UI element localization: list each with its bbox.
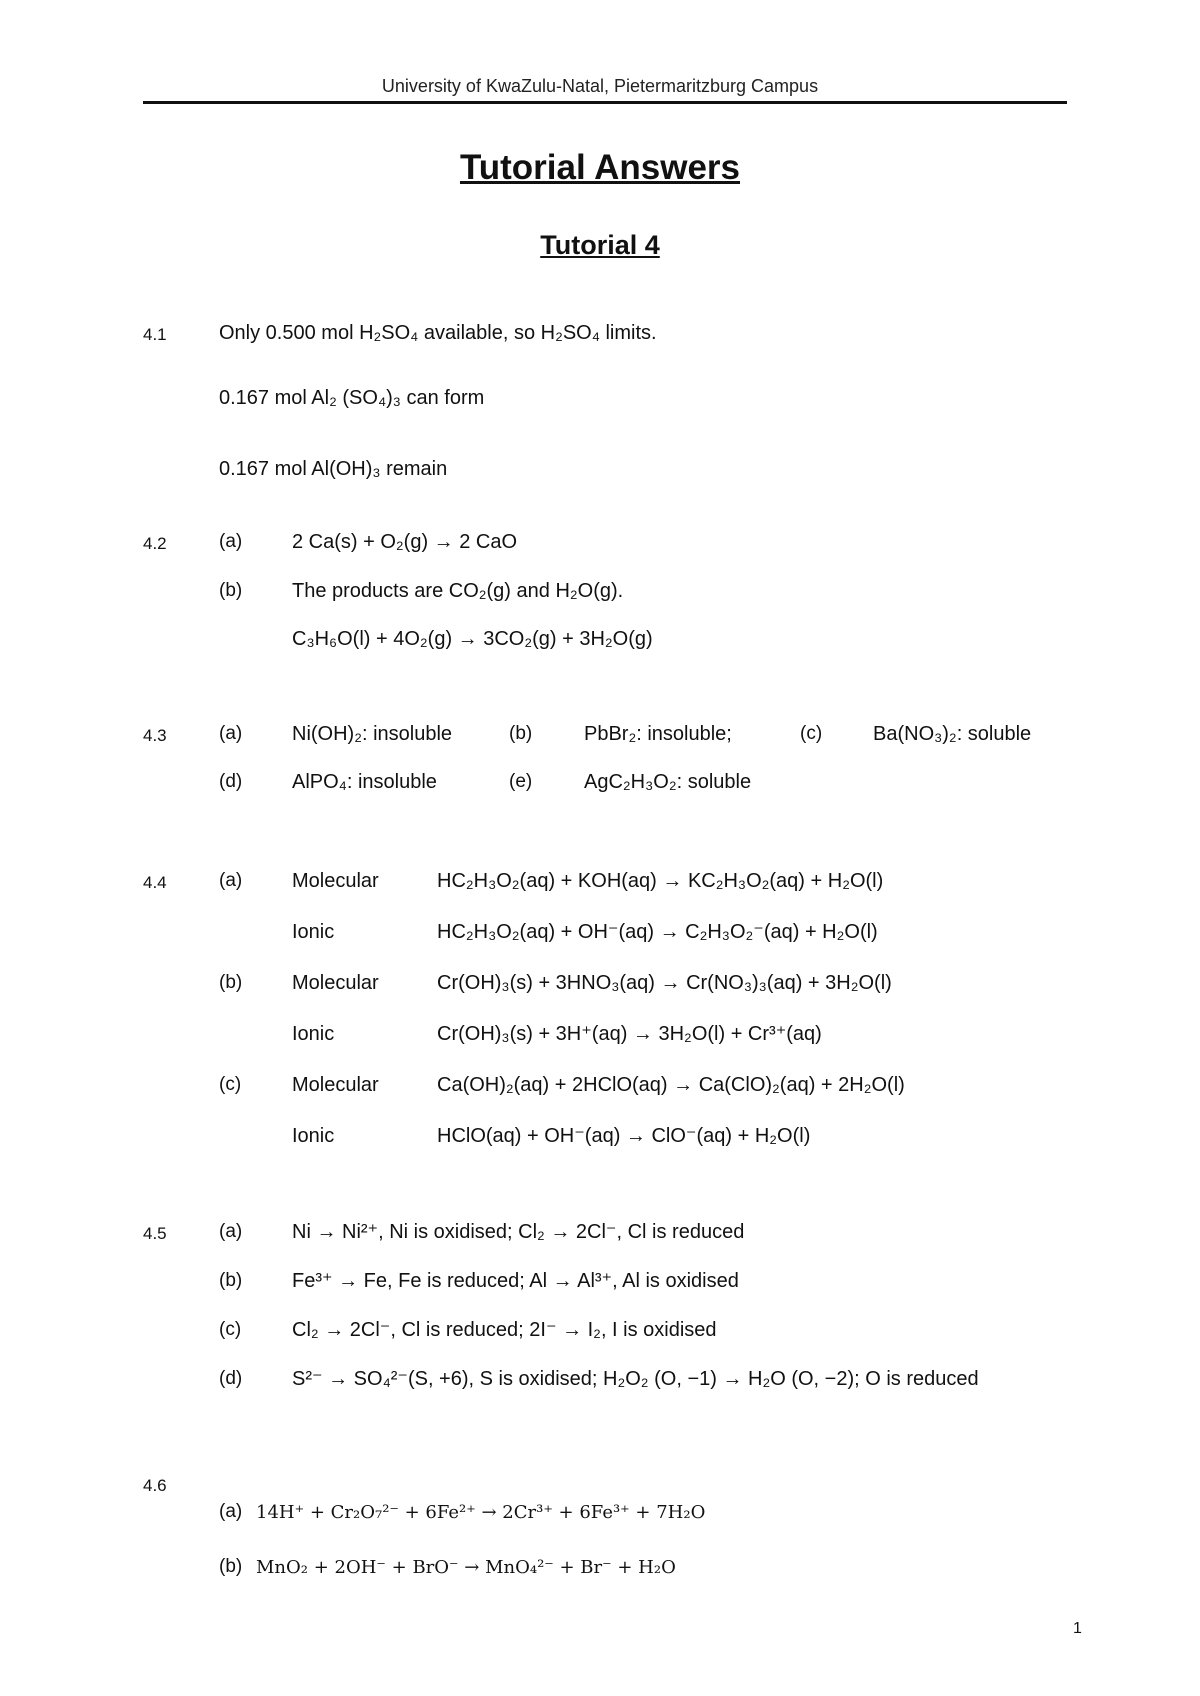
equation-type: Ionic xyxy=(292,921,335,943)
page-title: Tutorial Answers xyxy=(459,148,741,187)
equation: Cr(OH)₃(s) + 3H⁺(aq) → 3H₂O(l) + Cr³⁺(aq) xyxy=(437,1023,822,1045)
answer-item: AgC₂H₃O₂: soluble xyxy=(584,771,752,793)
page-subtitle: Tutorial 4 xyxy=(540,230,660,260)
equation: Cr(OH)₃(s) + 3HNO₃(aq) → Cr(NO₃)₃(aq) + 3H₂O(l) xyxy=(437,972,892,994)
answer-item: PbBr₂: insoluble; xyxy=(584,723,732,745)
question-number: 4.3 xyxy=(143,726,167,745)
part-label: (e) xyxy=(509,771,533,792)
equation: C₃H₆O(l) + 4O₂(g) → 3CO₂(g) + 3H₂O(g) xyxy=(292,628,653,650)
answer-line: 2 Ca(s) + O₂(g) → 2 CaO xyxy=(292,531,518,553)
part-label: (c) xyxy=(800,723,823,744)
answer-line: 0.167 mol Al(OH)₃ remain xyxy=(219,458,448,480)
answer-line: 0.167 mol Al₂ (SO₄)₃ can form xyxy=(219,387,485,409)
part-label: (b) xyxy=(219,580,243,601)
question-number: 4.4 xyxy=(143,873,167,892)
answer-line: Cl₂ → 2Cl⁻, Cl is reduced; 2I⁻ → I₂, I is oxidised xyxy=(292,1319,717,1341)
answer-line: Only 0.500 mol H₂SO₄ available, so H₂SO₄ limits. xyxy=(219,322,657,344)
equation-type: Molecular xyxy=(292,1074,379,1096)
equation-type: Ionic xyxy=(292,1023,335,1045)
question-number: 4.5 xyxy=(143,1224,167,1243)
answer-line: Ni → Ni²⁺, Ni is oxidised; Cl₂ → 2Cl⁻, Cl is reduced xyxy=(292,1221,745,1243)
answer-item: Ba(NO₃)₂: soluble xyxy=(873,723,1032,745)
part-label: (a) xyxy=(219,531,243,552)
equation: HClO(aq) + OH⁻(aq) → ClO⁻(aq) + H₂O(l) xyxy=(437,1125,811,1147)
question-number: 4.6 xyxy=(143,1476,167,1495)
part-label: (a) xyxy=(219,1221,243,1242)
part-label: (d) xyxy=(219,771,243,792)
page-number: 1 xyxy=(1073,1620,1082,1637)
header-rule xyxy=(143,101,1067,104)
part-label: (b) xyxy=(219,972,243,993)
equation-type: Molecular xyxy=(292,870,379,892)
equation-type: Ionic xyxy=(292,1125,335,1147)
equation: HC₂H₃O₂(aq) + OH⁻(aq) → C₂H₃O₂⁻(aq) + H₂O(l) xyxy=(437,921,878,943)
answer-line: The products are CO₂(g) and H₂O(g). xyxy=(292,580,624,602)
answer-line: Fe³⁺ → Fe, Fe is reduced; Al → Al³⁺, Al is oxidised xyxy=(292,1270,739,1292)
equation: MnO₂ + 2OH⁻ + BrO⁻ → MnO₄²⁻ + Br⁻ + H₂O xyxy=(256,1557,676,1578)
part-label: (b) xyxy=(219,1556,243,1577)
part-label: (a) xyxy=(219,723,243,744)
answer-item: AlPO₄: insoluble xyxy=(292,771,437,793)
part-label: (c) xyxy=(219,1074,242,1095)
part-label: (c) xyxy=(219,1319,242,1340)
part-label: (d) xyxy=(219,1368,243,1389)
equation: HC₂H₃O₂(aq) + KOH(aq) → KC₂H₃O₂(aq) + H₂O(l) xyxy=(437,870,884,892)
part-label: (a) xyxy=(219,1501,243,1522)
part-label: (b) xyxy=(509,723,533,744)
part-label: (b) xyxy=(219,1270,243,1291)
part-label: (a) xyxy=(219,870,243,891)
question-number: 4.1 xyxy=(143,325,167,344)
equation-type: Molecular xyxy=(292,972,379,994)
page-header: University of KwaZulu-Natal, Pietermaritzburg Campus xyxy=(381,76,819,96)
answer-item: Ni(OH)₂: insoluble xyxy=(292,723,453,745)
question-number: 4.2 xyxy=(143,534,167,553)
equation: 14H⁺ + Cr₂O₇²⁻ + 6Fe²⁺ → 2Cr³⁺ + 6Fe³⁺ + 7H₂O xyxy=(256,1502,706,1523)
equation: Ca(OH)₂(aq) + 2HClO(aq) → Ca(ClO)₂(aq) + 2H₂O(l) xyxy=(437,1074,905,1096)
answer-line: S²⁻ → SO₄²⁻(S, +6), S is oxidised; H₂O₂ (O, −1) → H₂O (O, −2); O is reduced xyxy=(292,1368,979,1390)
